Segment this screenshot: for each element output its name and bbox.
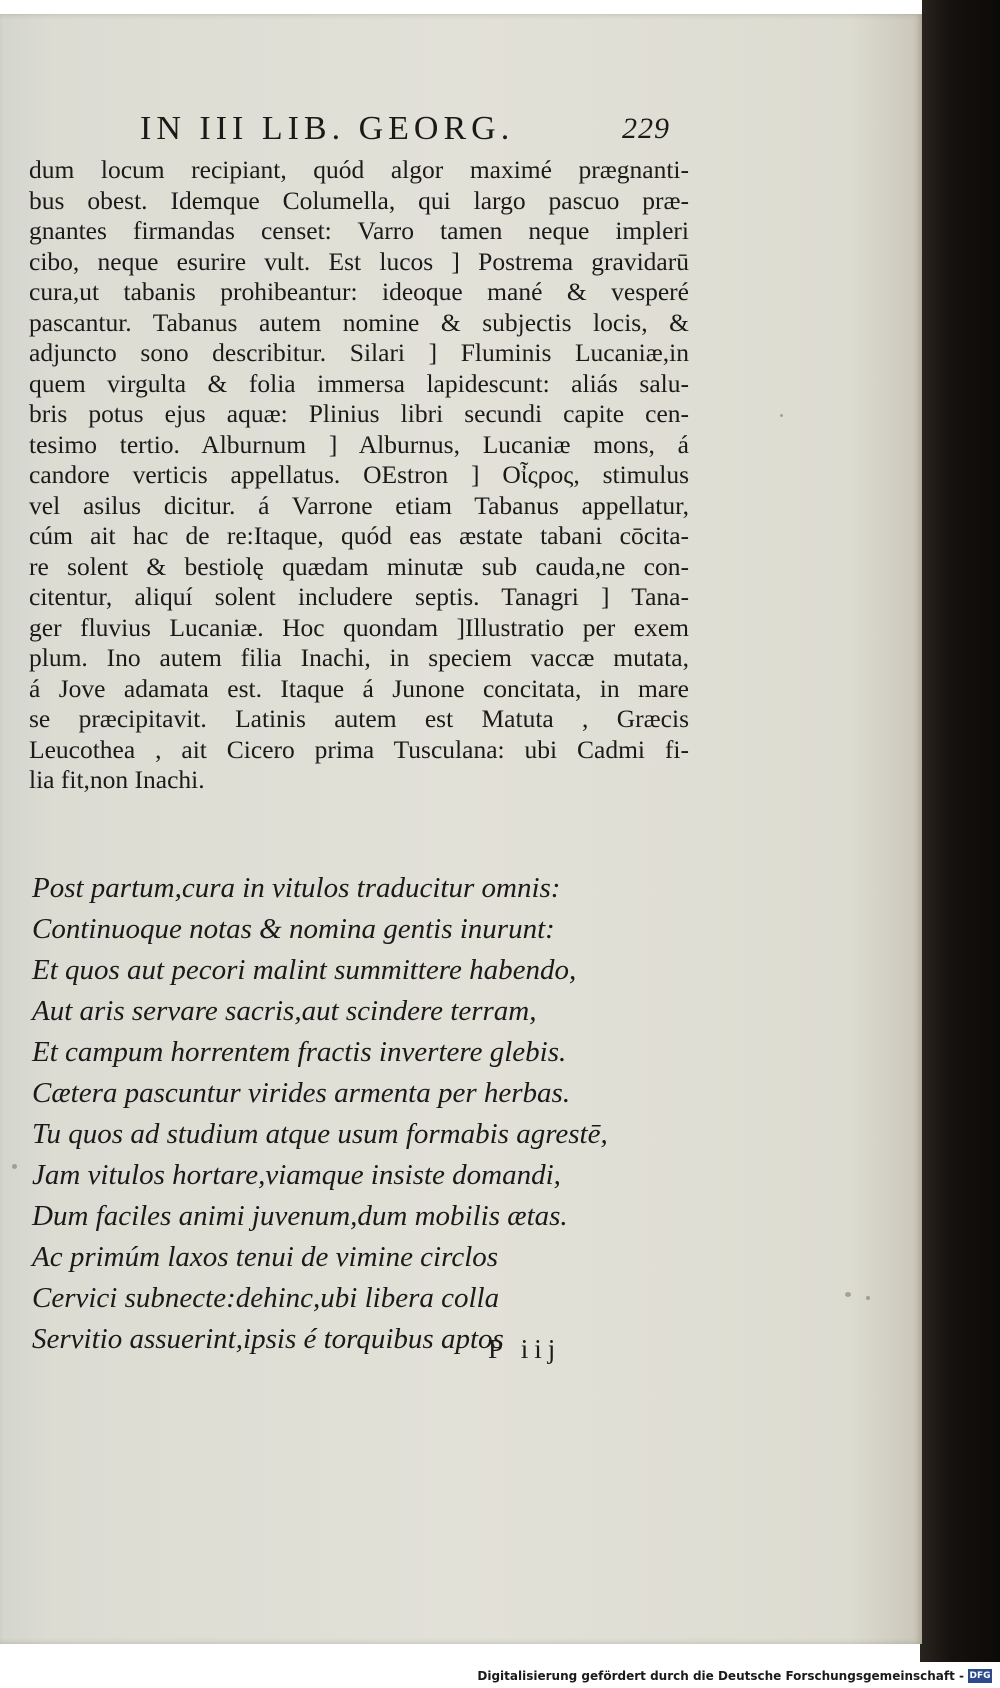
commentary-line: Leucothea , ait Cicero prima Tusculana: ubi Cadmi fi- — [29, 734, 689, 764]
verse-line: Post partum,cura in vitulos traducitur omnis: — [32, 872, 561, 904]
commentary-line: dum locum recipiant, quód algor maximé prægnanti- — [29, 155, 689, 184]
commentary-line: vel asilus dicitur. á Varrone etiam Tabanus appellatur, — [29, 490, 689, 520]
commentary-line: bris potus ejus aquæ: Plinius libri secundi capite cen- — [29, 399, 689, 428]
commentary-line: candore verticis appellatus. OEstron ] Οἶςρος, stimulus — [29, 460, 689, 489]
funding-credit: Digitalisierung gefördert durch die Deutsche Forschungsgemeinschaft - — [477, 1669, 964, 1683]
commentary-line: cúm ait hac de re:Itaque, quód eas æstate tabani cōcita- — [29, 521, 689, 550]
commentary-line: tesimo tertio. Alburnum ] Alburnus, Lucaniæ mons, á — [29, 429, 689, 459]
verse-line: Tu quos ad studium atque usum formabis agrestē, — [32, 1118, 608, 1150]
verse-line: Ac primúm laxos tenui de vimine circlos — [32, 1241, 499, 1273]
footer-bar — [0, 1666, 1000, 1688]
commentary-line: citentur, aliquí solent includere septis. Tanagri ] Tana- — [29, 582, 689, 611]
verse-line: Servitio assuerint,ipsis é torquibus aptos — [32, 1323, 504, 1355]
commentary-line: se præcipitavit. Latinis autem est Matuta , Græcis — [29, 704, 689, 733]
commentary-line: plum. Ino autem filia Inachi, in speciem vaccæ mutata, — [29, 643, 689, 672]
commentary-block — [29, 155, 689, 796]
commentary-line: quem virgulta & folia immersa lapidescunt: aliás salu- — [29, 368, 689, 398]
signature-mark: P iij — [488, 1334, 562, 1364]
commentary-line: re solent & bestiolę quædam minutæ sub cauda,ne con- — [29, 551, 689, 581]
paper-fleck — [12, 1164, 17, 1169]
top-margin — [0, 0, 922, 14]
verse-line: Dum faciles animi juvenum,dum mobilis ætas. — [32, 1200, 568, 1232]
commentary-line: cibo, neque esurire vult. Est lucos ] Postrema gravidarū — [29, 246, 689, 276]
commentary-line: ger fluvius Lucaniæ. Hoc quondam ]Illustratio per exem — [29, 612, 689, 642]
verse-block — [32, 868, 712, 1360]
verse-line: Cervici subnecte:dehinc,ubi libera colla — [32, 1282, 500, 1314]
dfg-logo-icon: DFG — [969, 1671, 991, 1681]
commentary-line: pascantur. Tabanus autem nomine & subjectis locis, & — [29, 307, 689, 337]
verse-line: Et campum horrentem fractis invertere glebis. — [32, 1036, 567, 1068]
verse-line: Aut aris servare sacris,aut scindere terram, — [32, 995, 537, 1027]
commentary-line: gnantes firmandas censet: Varro tamen neque impleri — [29, 216, 689, 245]
verse-line: Et quos aut pecori malint summittere habendo, — [32, 954, 577, 986]
running-head: IN III LIB. GEORG. — [140, 110, 515, 147]
commentary-line: á Jove adamata est. Itaque á Junone concitata, in mare — [29, 673, 689, 703]
paper-fleck — [866, 1296, 870, 1300]
commentary-line: bus obest. Idemque Columella, qui largo pascuo præ- — [29, 185, 689, 215]
paper-fleck — [845, 1292, 851, 1297]
verse-line: Jam vitulos hortare,viamque insiste domandi, — [32, 1159, 561, 1191]
paper-fleck — [780, 414, 783, 417]
commentary-line: cura,ut tabanis prohibeantur: ideoque mané & vesperé — [29, 277, 689, 306]
book-binding — [920, 0, 1000, 1662]
verse-line: Cætera pascuntur virides armenta per herbas. — [32, 1077, 571, 1109]
verse-line: Continuoque notas & nomina gentis inurunt: — [32, 913, 555, 945]
commentary-line: lia fit,non Inachi. — [29, 765, 205, 794]
folio-number: 229 — [622, 112, 670, 145]
commentary-line: adjuncto sono describitur. Silari ] Fluminis Lucaniæ,in — [29, 338, 689, 367]
